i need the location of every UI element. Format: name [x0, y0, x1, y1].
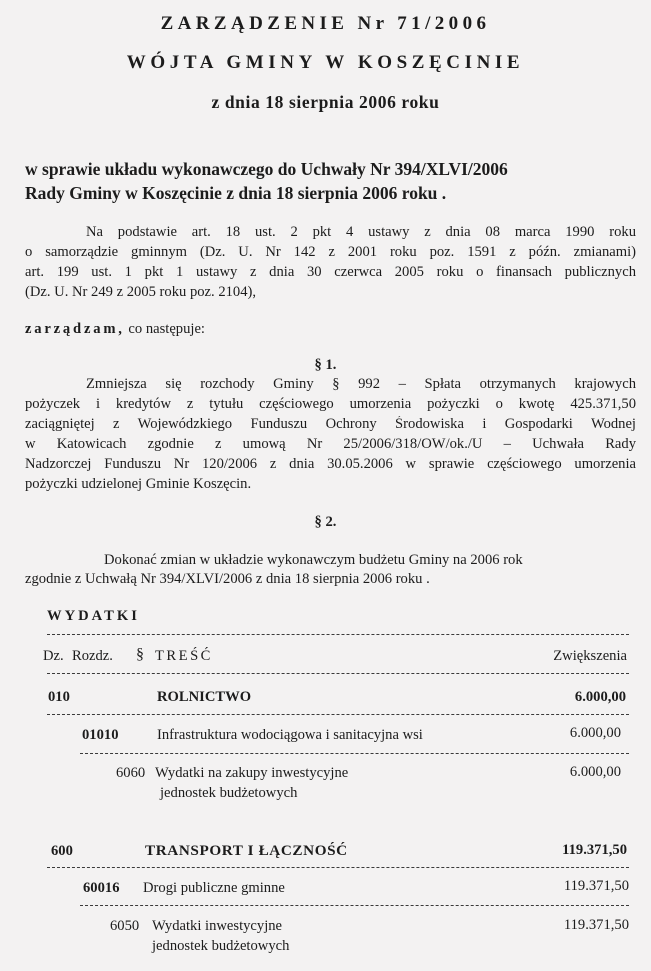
basis-line-4: (Dz. U. Nr 249 z 2005 roku poz. 2104),	[25, 284, 257, 300]
basis-line-2: o samorządzie gminnym (Dz. U. Nr 142 z 2001 roku poz. 1591 z późn. zmianami)	[25, 244, 636, 260]
section-2-line-2: zgodnie z Uchwałą Nr 394/XLVI/2006 z dnia 18 sierpnia 2006 roku .	[25, 571, 430, 587]
table-row-label-continued: jednostek budżetowych	[160, 785, 298, 801]
table-row-amount: 6.000,00	[569, 764, 621, 780]
table-row-label: ROLNICTWO	[157, 689, 252, 705]
table-row-amount: 6.000,00	[574, 689, 626, 705]
table-row-code: 6060	[116, 765, 146, 781]
table-row-amount: 119.371,50	[563, 917, 629, 933]
table-row-label: Drogi publiczne gminne	[143, 880, 285, 896]
column-header-dz: Dz.	[43, 648, 64, 664]
table-row-code: 010	[48, 689, 70, 705]
section-1-line-1: Zmniejsza się rozchody Gminy § 992 – Spłata otrzymanych krajowych	[86, 376, 636, 392]
column-header-increase: Zwiększenia	[553, 648, 627, 664]
table-row-label: TRANSPORT I ŁĄCZNOŚĆ	[145, 842, 348, 859]
table-row-code: 6050	[110, 918, 140, 934]
table-row-label: Infrastruktura wodociągowa i sanitacyjna wsi	[157, 727, 423, 743]
table-rule	[47, 867, 629, 868]
document-issuer: WÓJTA GMINY W KOSZĘCINIE	[126, 52, 525, 73]
column-header-rozdz: Rozdz.	[72, 648, 113, 664]
decree-line	[25, 321, 205, 338]
table-rule	[47, 634, 629, 635]
document-date: z dnia 18 sierpnia 2006 roku	[211, 92, 440, 112]
table-row-amount: 6.000,00	[569, 725, 621, 741]
table-row-amount: 119.371,50	[562, 842, 627, 858]
table-rule	[47, 714, 629, 715]
table-row-label: Wydatki inwestycyjne	[152, 918, 283, 934]
table-rule	[47, 673, 629, 674]
basis-line-3: art. 199 ust. 1 pkt 1 ustawy z dnia 30 czerwca 2005 roku o finansach publicznych	[25, 264, 636, 280]
section-2-heading: § 2.	[314, 514, 337, 530]
table-row-label-continued: jednostek budżetowych	[152, 938, 290, 954]
section-1-line-2: pożyczek i kredytów z tytułu częściowego umorzenia pożyczki o kwotę 425.371,50	[25, 396, 636, 412]
section-1-line-3: zaciągniętej z Wojewódzkiego Funduszu Ochrony Środowiska i Gospodarki Wodnej	[25, 416, 636, 432]
table-row-amount: 119.371,50	[563, 878, 629, 894]
column-header-tresc: TREŚĆ	[155, 648, 213, 664]
section-1-heading: § 1.	[314, 357, 337, 373]
section-1-line-4: w Katowicach zgodnie z umową Nr 25/2006/318/OW/ok./U – Uchwała Rady	[25, 436, 636, 452]
table-row-label: Wydatki na zakupy inwestycyjne	[155, 765, 349, 781]
table-rule	[80, 753, 629, 754]
table-row-code: 60016	[83, 880, 120, 896]
section-2-line-1: Dokonać zmian w układzie wykonawczym budżetu Gminy na 2006 rok	[104, 552, 523, 568]
decree-word: zarządzam,	[25, 321, 125, 337]
table-rule	[80, 905, 629, 906]
subject-line-2: Rady Gminy w Koszęcinie z dnia 18 sierpnia 2006 roku .	[25, 183, 447, 203]
table-row-code: 01010	[82, 727, 119, 743]
table-row-code: 600	[51, 843, 73, 859]
decree-rest: co następuje:	[128, 321, 205, 337]
column-header-paragraph: §	[136, 646, 144, 663]
document-title: ZARZĄDZENIE Nr 71/2006	[160, 13, 491, 34]
section-1-line-5: Nadzorczej Funduszu Nr 120/2006 z dnia 30.05.2006 w sprawie częściowego umorzenia	[25, 456, 636, 472]
section-1-line-6: pożyczki udzielonej Gminie Koszęcin.	[25, 476, 252, 492]
basis-line-1: Na podstawie art. 18 ust. 2 pkt 4 ustawy z dnia 08 marca 1990 roku	[86, 224, 636, 240]
expenses-title: WYDATKI	[47, 608, 140, 624]
subject-line-1: w sprawie układu wykonawczego do Uchwały Nr 394/XLVI/2006	[25, 159, 508, 179]
